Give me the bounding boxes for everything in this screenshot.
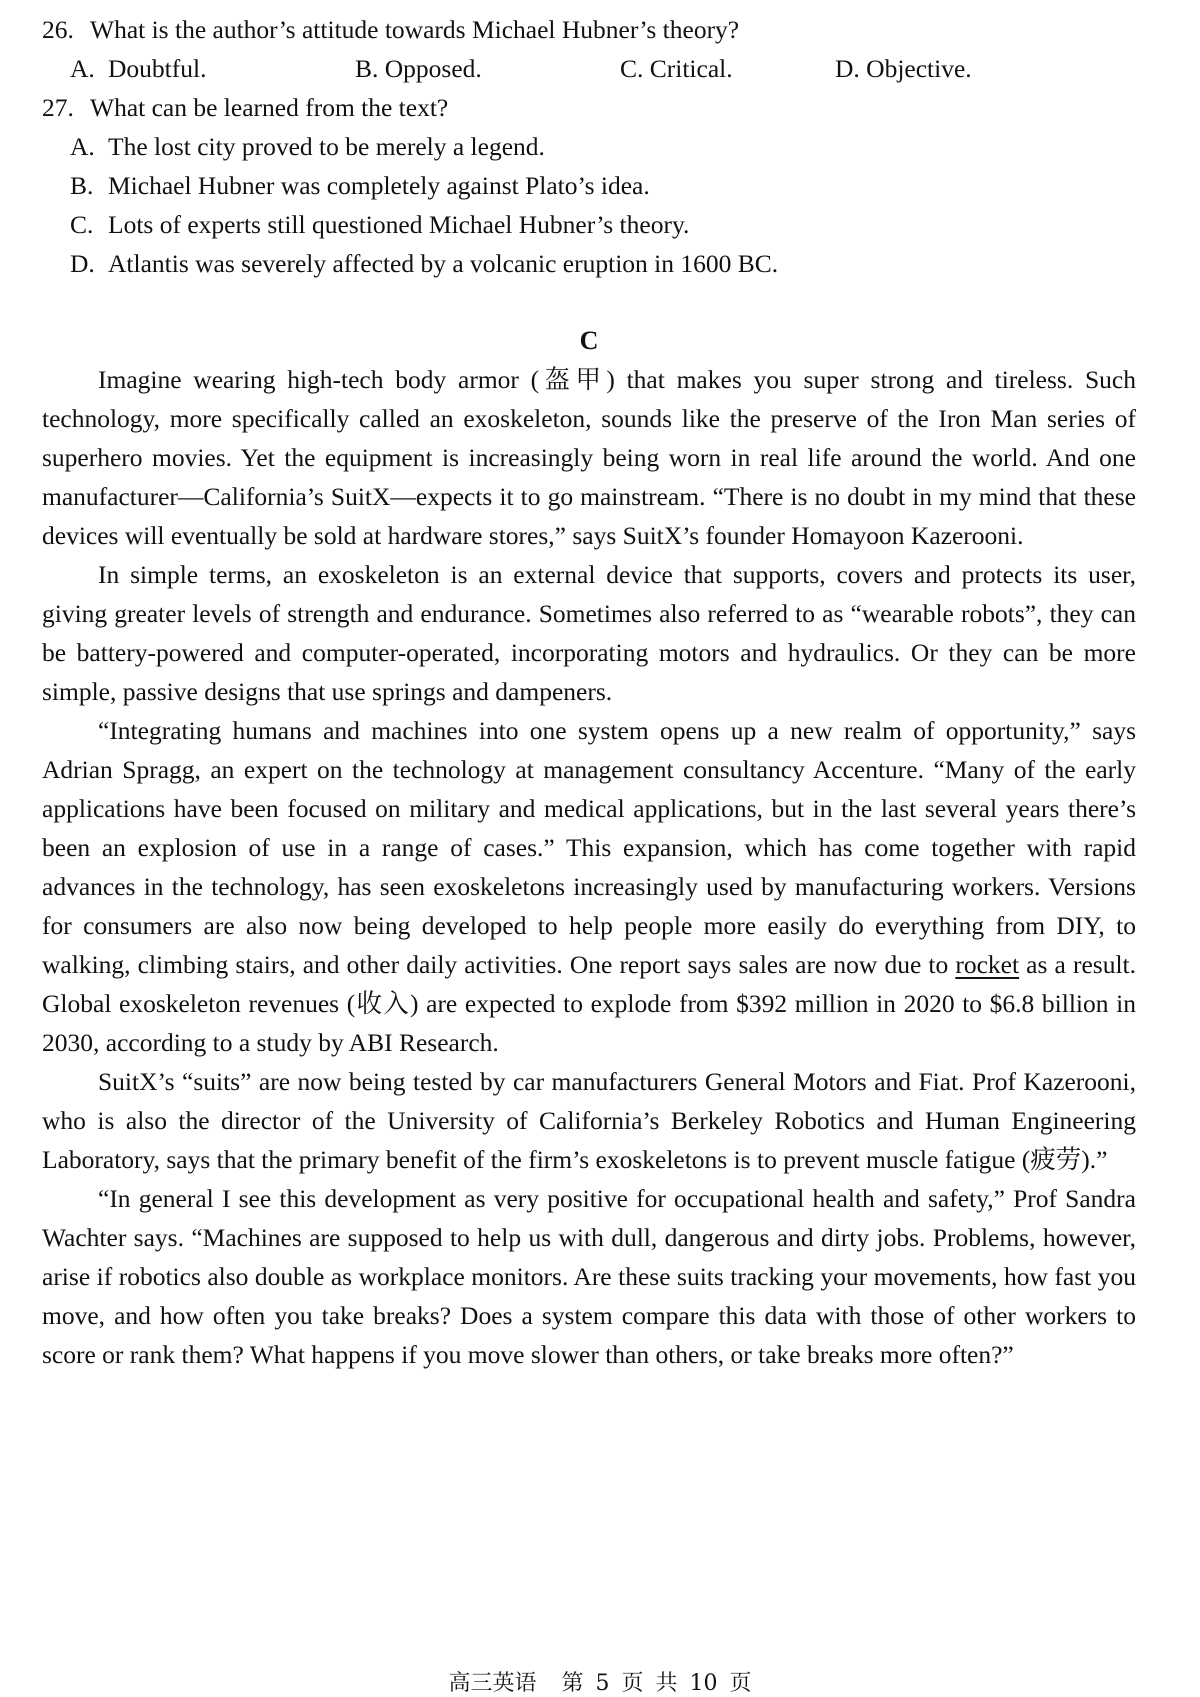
option-text: Doubtful. <box>108 54 207 83</box>
footer-page-prefix: 第 <box>561 1671 584 1696</box>
option-label: D. <box>835 54 860 83</box>
option-d[interactable] <box>835 49 972 88</box>
passage-paragraph <box>42 711 1136 1062</box>
option-text: Critical. <box>649 54 733 83</box>
option-label: C. <box>70 210 94 239</box>
option-a[interactable] <box>70 49 355 88</box>
paragraph-text: “Integrating humans and machines into one system opens up a new realm of opportunity,” says Adrian Spragg, an expert on the technology at management consultancy Accenture. “Many of the early applications have been focused on military and medical applications, but in the last several years there’s been an explosion of use in a range of cases.” This expansion, which has come together with rapid advances in the technology, has seen exoskeletons increasingly used by manufacturing workers. Versions for consumers are also now being developed to help people more easily do everything from DIY, to walking, climbing stairs, and other daily activities. One report says sales are now due to <box>42 716 1136 979</box>
question-27 <box>42 88 1136 283</box>
option-label: D. <box>70 249 95 278</box>
option-label: A. <box>70 54 95 83</box>
option-text: Lots of experts still questioned Michael Hubner’s theory. <box>108 210 690 239</box>
option-label: C. <box>620 54 644 83</box>
option-label: B. <box>355 54 379 83</box>
passage-paragraph: SuitX’s “suits” are now being tested by car manufacturers General Motors and Fiat. Prof Kazerooni, who is also the director of the University of California’s Berkeley Robotics and Human Engineering Laboratory, says that the primary benefit of the firm’s exoskeletons is to prevent muscle fatigue (疲劳).” <box>42 1067 1136 1174</box>
option-label: A. <box>70 132 95 161</box>
page-footer <box>0 1666 1200 1697</box>
passage-paragraph: Imagine wearing high-tech body armor (盔甲) that makes you super strong and tireless. Such technology, more specifically called an exoskeleton, sounds like the preserve of the Iron Man series of superhero movies. Yet the equipment is increasingly being worn in real life around the world. And one manufacturer—California’s SuitX—expects it to go mainstream. “There is no doubt in my mind that these devices will eventually be sold at hardware stores,” says SuitX’s founder Homayoon Kazerooni. <box>42 365 1136 550</box>
footer-subject: 高三英语 <box>448 1671 537 1696</box>
question-number: 26. <box>42 15 74 44</box>
exam-page <box>42 10 1136 1374</box>
question-stem <box>42 88 1136 127</box>
footer-page-number: 5 <box>595 1671 610 1696</box>
footer-total-prefix: 共 <box>655 1671 678 1696</box>
option-d[interactable] <box>42 244 1136 283</box>
underlined-word: rocket <box>955 950 1020 979</box>
passage-paragraph: “In general I see this development as very positive for occupational health and safety,” Prof Sandra Wachter says. “Machines are supposed to help us with dull, dangerous and dirty jobs. Problems, however, arise if robotics also double as workplace monitors. Are these suits tracking your movements, how fast you move, and how often you take breaks? Does a system compare this data with those of other workers to score or rank them? What happens if you move slower than others, or take breaks more often?” <box>42 1184 1136 1369</box>
question-26 <box>42 10 1136 88</box>
question-text: What can be learned from the text? <box>90 93 449 122</box>
footer-page-word: 页 <box>621 1671 644 1696</box>
option-c[interactable] <box>620 49 835 88</box>
option-text: Atlantis was severely affected by a volcanic eruption in 1600 BC. <box>108 249 779 278</box>
question-text: What is the author’s attitude towards Michael Hubner’s theory? <box>90 15 740 44</box>
option-text: The lost city proved to be merely a legend. <box>108 132 545 161</box>
option-text: Objective. <box>866 54 972 83</box>
option-a[interactable] <box>42 127 1136 166</box>
footer-total-pages: 10 <box>689 1671 718 1696</box>
option-c[interactable] <box>42 205 1136 244</box>
footer-total-word: 页 <box>729 1671 752 1696</box>
option-text: Opposed. <box>384 54 482 83</box>
option-text: Michael Hubner was completely against Plato’s idea. <box>108 171 650 200</box>
option-b[interactable] <box>42 166 1136 205</box>
option-label: B. <box>70 171 94 200</box>
paragraph-text: as a result. Global exoskeleton revenues (收入) are expected to explode from $392 million in 2020 to $6.8 billion in 2030, according to a study by ABI Research. <box>42 950 1137 1057</box>
options-row <box>42 49 1136 88</box>
passage-paragraph: In simple terms, an exoskeleton is an external device that supports, covers and protects its user, giving greater levels of strength and endurance. Sometimes also referred to as “wearable robots”, they can be battery-powered and computer-operated, incorporating motors and hydraulics. Or they can be more simple, passive designs that use springs and dampeners. <box>42 560 1136 706</box>
option-b[interactable] <box>355 49 620 88</box>
question-number: 27. <box>42 93 74 122</box>
reading-passage <box>42 360 1136 1374</box>
section-heading: C <box>579 326 599 355</box>
question-stem <box>42 10 1136 49</box>
